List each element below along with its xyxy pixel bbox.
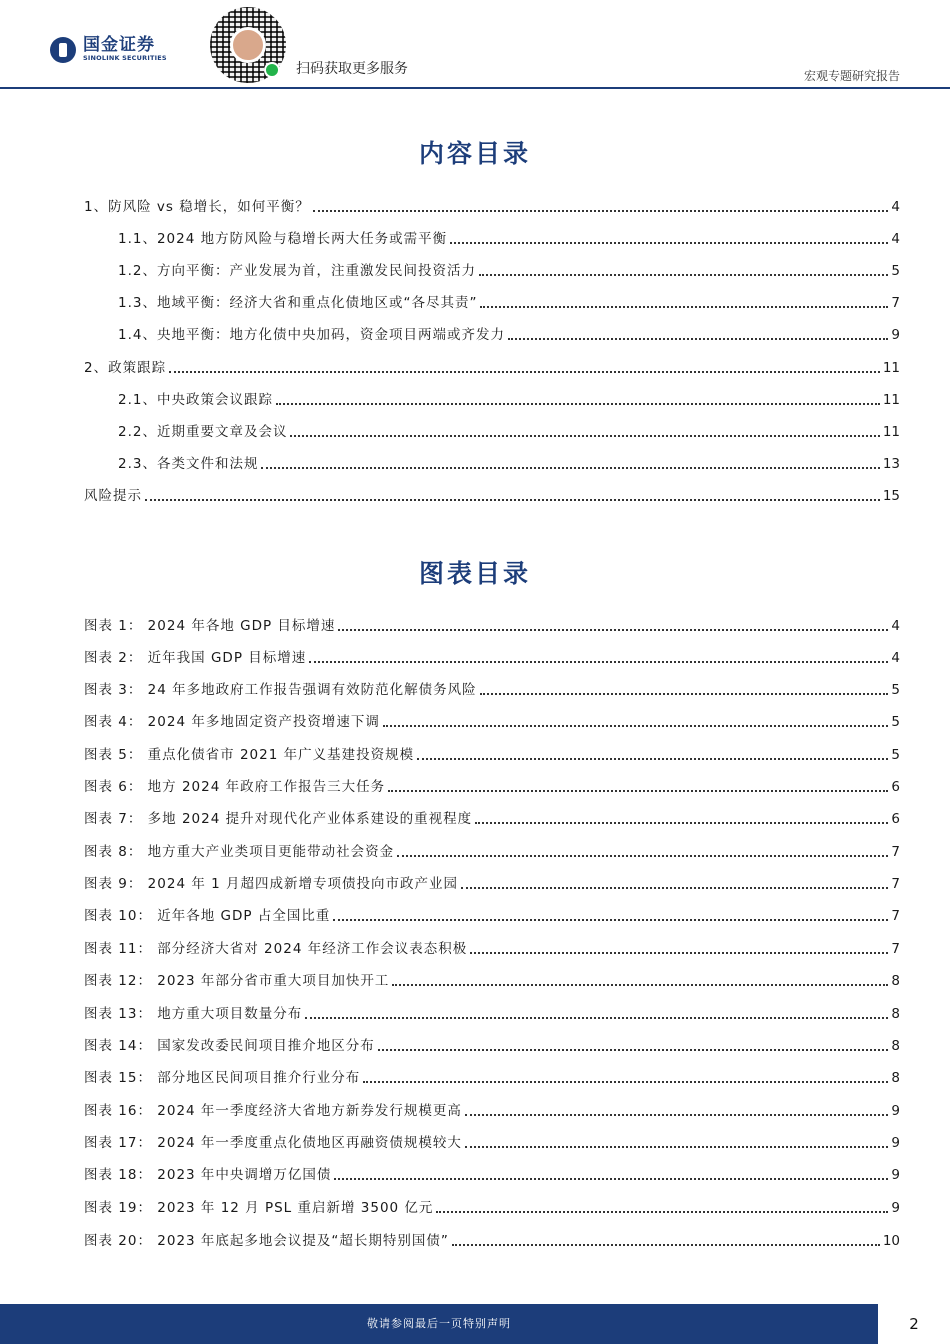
figure-entry-page: 10: [882, 1233, 900, 1249]
figure-entry-text: 图表 3： 24 年多地政府工作报告强调有效防范化解债务风险: [84, 682, 477, 698]
figure-entry[interactable]: [84, 1001, 900, 1023]
figure-entry[interactable]: [84, 645, 900, 667]
figure-entry-text: 图表 18： 2023 年中央调增万亿国债: [84, 1167, 332, 1183]
leader-dots: [465, 1114, 888, 1116]
figure-entry-page: 9: [891, 1167, 900, 1183]
figure-entry-text: 图表 13： 地方重大项目数量分布: [84, 1006, 303, 1022]
leader-dots: [261, 467, 879, 469]
toc-entry-page: 11: [882, 392, 900, 408]
figure-entry-page: 9: [891, 1200, 900, 1216]
figure-entry-page: 9: [891, 1103, 900, 1119]
figure-entry-page: 8: [891, 1070, 900, 1086]
leader-dots: [290, 435, 879, 437]
page-footer: [0, 1304, 950, 1344]
toc-entry-text: 2、政策跟踪: [84, 360, 167, 376]
figure-entry-page: 8: [891, 1006, 900, 1022]
leader-dots: [378, 1049, 889, 1051]
figure-entry-text: 图表 10： 近年各地 GDP 占全国比重: [84, 908, 331, 924]
toc-entry-text: 风险提示: [84, 488, 142, 504]
figure-entry[interactable]: [84, 903, 900, 925]
figure-entry[interactable]: [84, 1130, 900, 1152]
figure-entry-page: 7: [891, 908, 900, 924]
figure-entry-page: 8: [891, 1038, 900, 1054]
report-type: 宏观专题研究报告: [803, 69, 900, 83]
leader-dots: [397, 855, 888, 857]
leader-dots: [480, 306, 888, 308]
leader-dots: [392, 984, 888, 986]
contents-title: 内容目录: [418, 139, 531, 168]
figure-entry-text: 图表 2： 近年我国 GDP 目标增速: [84, 650, 307, 666]
figure-entry[interactable]: [84, 677, 900, 699]
figure-entry[interactable]: [84, 1098, 900, 1120]
figure-entry-page: 5: [891, 747, 900, 763]
toc-entry[interactable]: [118, 290, 900, 312]
toc-entry-page: 9: [891, 327, 900, 343]
toc-entry[interactable]: [118, 322, 900, 344]
figure-entry[interactable]: [84, 1228, 900, 1250]
toc-entry-text: 2.1、中央政策会议跟踪: [118, 392, 273, 408]
toc-entry-text: 2.3、各类文件和法规: [118, 456, 259, 472]
figure-entry-page: 6: [891, 779, 900, 795]
figures-title: 图表目录: [418, 559, 531, 588]
figure-entry-text: 图表 19： 2023 年 12 月 PSL 重启新增 3500 亿元: [84, 1200, 434, 1216]
figure-entry[interactable]: [84, 742, 900, 764]
logo-mark-icon: [50, 37, 76, 63]
toc-entry-page: 7: [891, 295, 900, 311]
figure-entry-text: 图表 12： 2023 年部分省市重大项目加快开工: [84, 973, 390, 989]
figure-entry-page: 8: [891, 973, 900, 989]
figure-entry-page: 4: [891, 650, 900, 666]
qr-caption: 扫码获取更多服务: [296, 61, 408, 77]
figure-entry[interactable]: [84, 1033, 900, 1055]
toc-entry-page: 5: [891, 263, 900, 279]
figure-entry[interactable]: [84, 806, 900, 828]
figure-entry[interactable]: [84, 1195, 900, 1217]
figure-entry-text: 图表 7： 多地 2024 提升对现代化产业体系建设的重视程度: [84, 811, 473, 827]
toc-entry-text: 2.2、近期重要文章及会议: [118, 424, 288, 440]
leader-dots: [388, 790, 888, 792]
toc-entry[interactable]: [118, 419, 900, 441]
toc-entry[interactable]: [84, 194, 900, 216]
toc-entry[interactable]: [84, 483, 900, 505]
figure-entry[interactable]: [84, 839, 900, 861]
figure-entry[interactable]: [84, 709, 900, 731]
figure-entry-text: 图表 4： 2024 年多地固定资产投资增速下调: [84, 714, 380, 730]
toc-entry-text: 1.3、地域平衡：经济大省和重点化债地区或“各尽其责”: [118, 295, 478, 311]
leader-dots: [383, 725, 889, 727]
figure-entry-text: 图表 5： 重点化债省市 2021 年广义基建投资规模: [84, 747, 415, 763]
figure-entry[interactable]: [84, 936, 900, 958]
figure-entry-page: 7: [891, 876, 900, 892]
figure-entry[interactable]: [84, 1162, 900, 1184]
leader-dots: [145, 499, 880, 501]
figure-entry-text: 图表 15： 部分地区民间项目推介行业分布: [84, 1070, 361, 1086]
leader-dots: [338, 629, 888, 631]
figure-entry[interactable]: [84, 613, 900, 635]
leader-dots: [313, 210, 889, 212]
leader-dots: [169, 371, 880, 373]
figure-entry-page: 5: [891, 682, 900, 698]
figure-entry[interactable]: [84, 1065, 900, 1087]
logo-en-text: SINOLINK SECURITIES: [83, 54, 167, 62]
toc-entry-text: 1.1、2024 地方防风险与稳增长两大任务或需平衡: [118, 231, 448, 247]
figure-entry-text: 图表 9： 2024 年 1 月超四成新增专项债投向市政产业园: [84, 876, 458, 892]
leader-dots: [470, 952, 888, 954]
leader-dots: [436, 1211, 888, 1213]
figure-entry-page: 6: [891, 811, 900, 827]
figure-entry-text: 图表 14： 国家发改委民间项目推介地区分布: [84, 1038, 375, 1054]
mini-program-badge-icon: [264, 62, 280, 78]
toc-entry-page: 13: [882, 456, 900, 472]
leader-dots: [508, 338, 888, 340]
leader-dots: [276, 403, 880, 405]
figure-entry-text: 图表 17： 2024 年一季度重点化债地区再融资债规模较大: [84, 1135, 462, 1151]
disclaimer-note[interactable]: 敬请参阅最后一页特别声明: [367, 1317, 511, 1330]
figure-entry-text: 图表 16： 2024 年一季度经济大省地方新券发行规模更高: [84, 1103, 462, 1119]
page-number: 2: [909, 1315, 919, 1333]
page-header: [0, 0, 950, 90]
leader-dots: [305, 1017, 888, 1019]
figure-entry-text: 图表 6： 地方 2024 年政府工作报告三大任务: [84, 779, 386, 795]
figure-entry[interactable]: [84, 871, 900, 893]
leader-dots: [417, 758, 888, 760]
toc-entry-page: 11: [882, 424, 900, 440]
toc-entry-page: 15: [882, 488, 900, 504]
figure-entry-page: 7: [891, 941, 900, 957]
toc-entry[interactable]: [118, 387, 900, 409]
leader-dots: [475, 822, 888, 824]
toc-entry[interactable]: [84, 355, 900, 377]
company-logo: [50, 36, 167, 63]
header-divider: [0, 87, 950, 89]
figure-entry-page: 5: [891, 714, 900, 730]
figure-entry-text: 图表 1： 2024 年各地 GDP 目标增速: [84, 618, 336, 634]
leader-dots: [309, 661, 888, 663]
leader-dots: [333, 919, 888, 921]
logo-cn-text: 国金证券: [83, 35, 155, 55]
figure-entry-text: 图表 11： 部分经济大省对 2024 年经济工作会议表态积极: [84, 941, 468, 957]
figure-entry-text: 图表 20： 2023 年底起多地会议提及“超长期特别国债”: [84, 1233, 449, 1249]
figure-entry[interactable]: [84, 968, 900, 990]
leader-dots: [480, 693, 889, 695]
figure-entry-text: 图表 8： 地方重大产业类项目更能带动社会资金: [84, 844, 395, 860]
figure-entry-page: 9: [891, 1135, 900, 1151]
figure-entry-page: 7: [891, 844, 900, 860]
toc-entry[interactable]: [118, 258, 900, 280]
leader-dots: [479, 274, 888, 276]
leader-dots: [465, 1146, 888, 1148]
figure-entry[interactable]: [84, 774, 900, 796]
leader-dots: [334, 1178, 888, 1180]
toc-entry-page: 11: [882, 360, 900, 376]
leader-dots: [363, 1081, 888, 1083]
toc-entry-page: 4: [891, 231, 900, 247]
toc-entry[interactable]: [118, 451, 900, 473]
figure-entry-page: 4: [891, 618, 900, 634]
toc-entry[interactable]: [118, 226, 900, 248]
toc-entry-text: 1.4、央地平衡：地方化债中央加码，资金项目两端或齐发力: [118, 327, 505, 343]
leader-dots: [452, 1244, 880, 1246]
toc-entry-text: 1、防风险 vs 稳增长，如何平衡？: [84, 199, 310, 215]
toc-entry-page: 4: [891, 199, 900, 215]
leader-dots: [461, 887, 888, 889]
toc-entry-text: 1.2、方向平衡：产业发展为首，注重激发民间投资活力: [118, 263, 476, 279]
leader-dots: [450, 242, 888, 244]
